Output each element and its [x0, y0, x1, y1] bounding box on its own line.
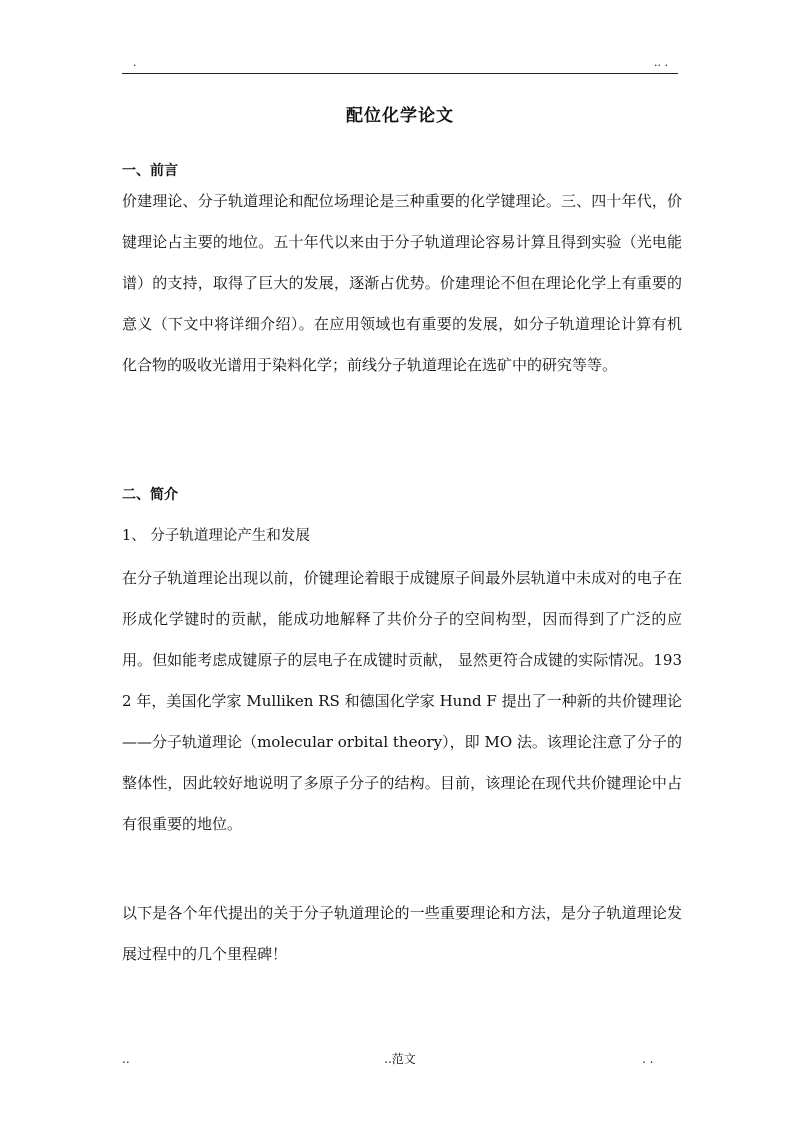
subsection-heading-mo-theory: 1、 分子轨道理论产生和发展 [122, 528, 310, 544]
intro-paragraph: 在分子轨道理论出现以前，价键理论着眼于成键原子间最外层轨道中未成对的电子在形成化学键时的贡献，能成功地解释了共价分子的空间构型，因而得到了广泛的应用。但如能考虑成键原子的层电子在成键时贡献， 显然更符合成键的实际情况。1932 年，美国化学家 Mulliken RS 和德国化学家 Hund F 提出了一种新的共价键理论——分子轨道理论（molecular orbital theory），即 MO 法。该理论注意了分子的整体性，因此较好地说明了多原子分子的结构。目前，该理论在现代共价键理论中占有很重要的地位。 [122, 569, 682, 833]
closing-paragraph: 以下是各个年代提出的关于分子轨道理论的一些重要理论和方法，是分子轨道理论发展过程中的几个里程碑！ [122, 904, 682, 963]
preface-paragraph: 价建理论、分子轨道理论和配位场理论是三种重要的化学键理论。三、四十年代，价键理论占主要的地位。五十年代以来由于分子轨道理论容易计算且得到实验（光电能谱）的支持，取得了巨大的发展，逐渐占优势。价建理论不但在理论化学上有重要的意义（下文中将详细介绍）。在应用领域也有重要的发展，如分子轨道理论计算有机化合物的吸收光谱用于染料化学；前线分子轨道理论在选矿中的研究等等。 [122, 192, 682, 374]
section-heading-preface: 一、前言 [122, 163, 178, 179]
footer-right-mark: . . [642, 1052, 654, 1066]
page-title: 配位化学论文 [346, 106, 454, 126]
header-divider [122, 73, 678, 74]
footer-label: ..范文 [384, 1052, 416, 1066]
section-heading-intro: 二、简介 [122, 487, 178, 503]
header-left-mark: . [133, 56, 137, 69]
header-right-mark: .. . [654, 56, 668, 69]
footer-left-mark: .. [122, 1052, 130, 1066]
